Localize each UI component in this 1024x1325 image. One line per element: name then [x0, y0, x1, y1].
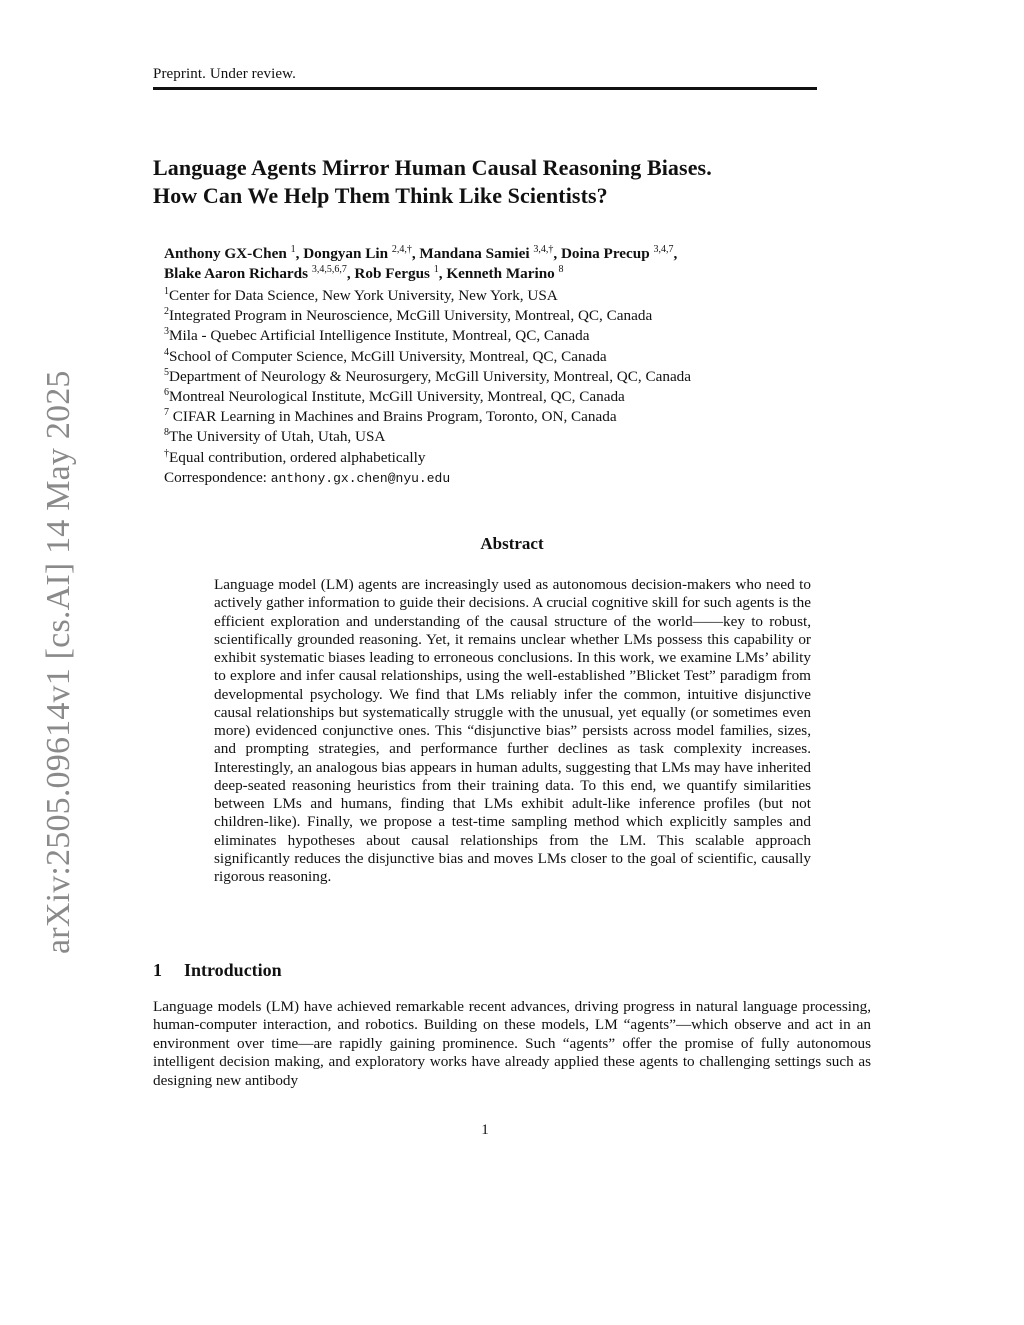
affiliation: $^1$Center for Data Science, New York University, New York, USA [164, 286, 558, 304]
author: Blake Aaron Richards $^{3,4,5,6,7}$ [164, 264, 347, 282]
title-line-2: How Can We Help Them Think Like Scientists? [153, 183, 608, 208]
affiliation: $^7$ CIFAR Learning in Machines and Brains Program, Toronto, ON, Canada [164, 407, 617, 426]
author: Doina Precup $^{3,4,7}$ [560, 244, 674, 262]
title-line-1: Language Agents Mirror Human Causal Reasoning Biases. [153, 155, 712, 180]
author: Rob Fergus $^1$ [354, 264, 439, 282]
affiliation: $^3$Mila - Quebec Artificial Intelligence Institute, Montreal, QC, Canada [164, 326, 590, 345]
author-list: Anthony GX-Chen $^1$, Dongyan Lin $^{2,4,\dagger}$, Mandana Samiei $^{3,4,\dagger}$, Doina Precup $^{3,4,7}$, Blake Aaron Richards $^{3,4,5,6,7}$, Rob Fergus $^1$, Kenneth Marino $^8$ [164, 244, 678, 282]
author: Anthony GX-Chen $^1$ [164, 244, 296, 262]
running-header: Preprint. Under review. [153, 66, 296, 82]
affiliation: $^5$Department of Neurology & Neurosurgery, McGill University, Montreal, QC, Canada [164, 366, 692, 385]
abstract-body: Language model (LM) agents are increasingly used as autonomous decision-makers who need to actively gather information to guide their decisions. A crucial cognitive skill for such agents is the efficient exploration and understanding of the causal structure of the world——key to robust, scientifically grounded reasoning. Yet, it remains unclear whether LMs possess this capability or exhibit systematic biases leading to erroneous conclusions. In this work, we examine LMs’ ability to explore and infer causal relationships, using the well-established ”Blicket Test” paradigm from developmental psychology. We find that LMs reliably infer the common, intuitive disjunctive causal relationships but systematically struggle with the unusual, yet equally (or sometimes even more) evidenced conjunctive ones. This “disjunctive bias” persists across model families, sizes, and prompting strategies, and performance further declines as task complexity increases. Interestingly, an analogous bias appears in human adults, suggesting that LMs may have inherited deep-seated reasoning heuristics from their training data. To this end, we quantify similarities between LMs and humans, finding that LMs exhibit adult-like inference profiles (but not children-like). Finally, we propose a test-time sampling method which explicitly samples and eliminates hypotheses about causal relationships from the LM. This scalable approach significantly reduces the disjunctive bias and moves LMs closer to the goal of scientific, causally rigorous reasoning. [214, 576, 811, 885]
author: Mandana Samiei $^{3,4,\dagger}$ [419, 244, 554, 262]
correspondence-line: Correspondence: anthony.gx.chen@nyu.edu [164, 468, 451, 486]
affiliation-list [164, 286, 864, 489]
paper-title [153, 154, 853, 210]
equal-contribution-note: †Equal contribution, ordered alphabetically [164, 447, 426, 466]
section-number: 1 [153, 960, 162, 980]
abstract-heading: Abstract [480, 534, 544, 553]
author: Kenneth Marino $^8$ [446, 264, 564, 282]
arxiv-identifier-stamp: arXiv:2505.09614v1 [cs.AI] 14 May 2025 [40, 370, 77, 954]
section-heading-introduction [153, 960, 282, 981]
affiliation: $^8$The University of Utah, Utah, USA [164, 427, 386, 446]
correspondence-email[interactable]: anthony.gx.chen@nyu.edu [270, 470, 451, 486]
affiliation: $^2$Integrated Program in Neuroscience, McGill University, Montreal, QC, Canada [164, 306, 653, 325]
page-number: 1 [481, 1122, 489, 1138]
affiliation: $^6$Montreal Neurological Institute, McGill University, Montreal, QC, Canada [164, 387, 625, 406]
author: Dongyan Lin $^{2,4,\dagger}$ [303, 244, 412, 262]
introduction-paragraph: Language models (LM) have achieved remarkable recent advances, driving progress in natural language processing, human-computer interaction, and robotics. Building on these models, LM “agents”—which observe and act in an environment over time—are rapidly gaining prominence. Such “agents” offer the promise of fully autonomous intelligent decision making, and exploratory works have already applied these agents to challenging settings such as designing new antibody [153, 998, 871, 1089]
header-rule [153, 87, 817, 90]
section-title: Introduction [184, 960, 282, 980]
affiliation: $^4$School of Computer Science, McGill University, Montreal, QC, Canada [164, 346, 607, 365]
